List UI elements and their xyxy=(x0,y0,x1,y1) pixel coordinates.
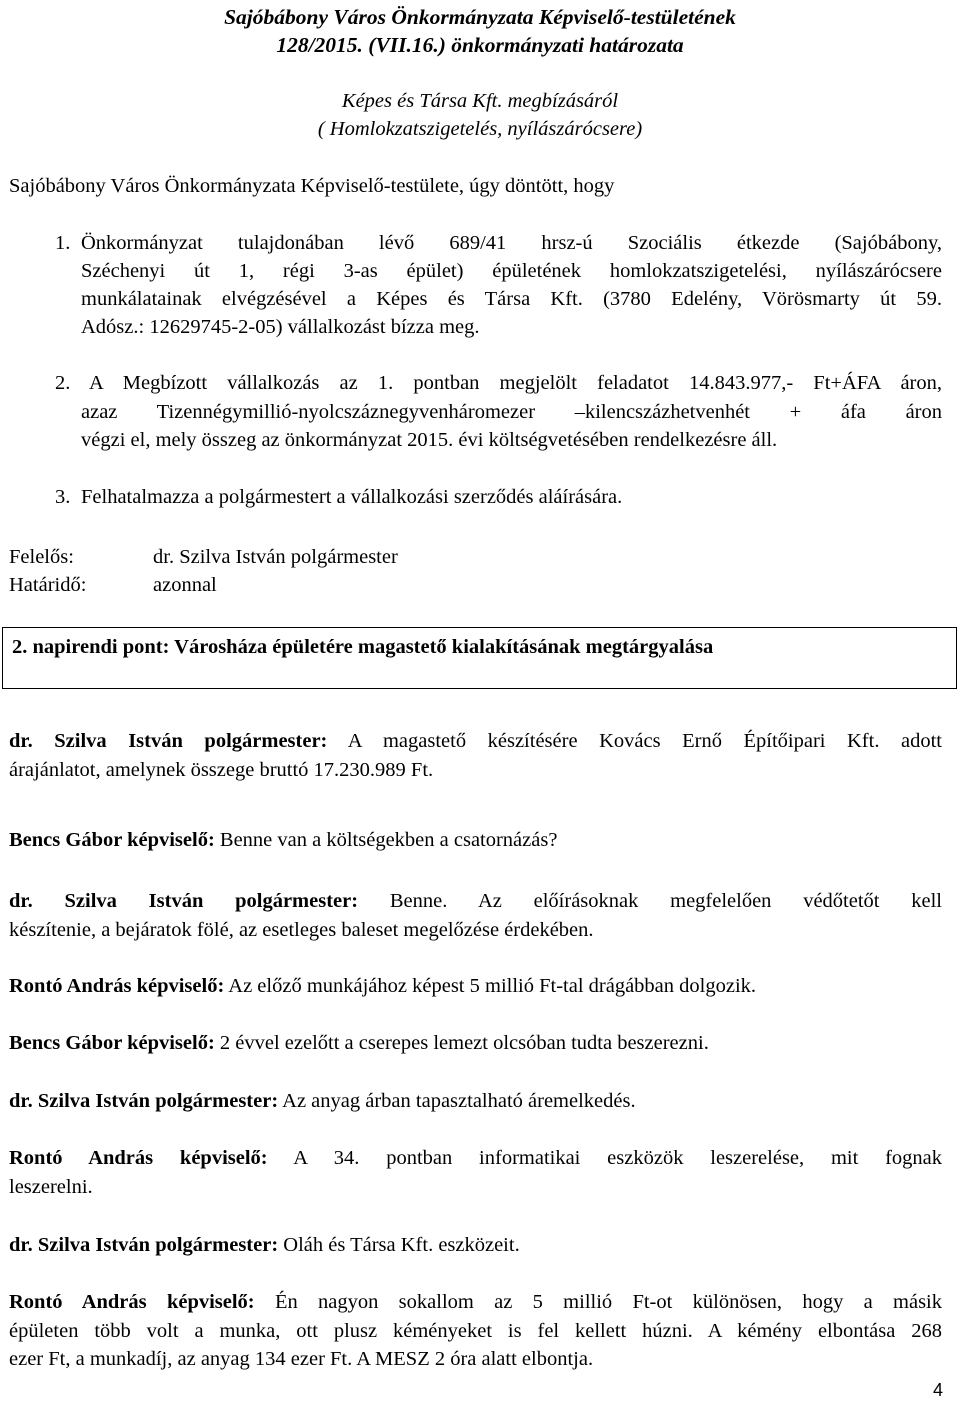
speaker-name: dr. Szilva István polgármester: xyxy=(9,730,328,752)
responsible-value: dr. Szilva István polgármester xyxy=(153,546,398,568)
dialogue-3-line1 xyxy=(9,887,942,915)
dialogue-text: A 34. pontban informatikai eszközök leszerelése, mit fognak xyxy=(267,1147,943,1169)
dialogue-text: épületen több volt a munka, ott plusz kéményeket is fel kellett húzni. xyxy=(9,1320,693,1342)
item2-number: 2. xyxy=(55,372,71,394)
dialogue-1-line2: árajánlatot, amelynek összege bruttó 17.230.989 Ft. xyxy=(9,759,434,781)
item1-line2: Széchenyi út 1, régi 3-as épület) épületének homlokzatszigetelési, nyílászárócsere xyxy=(81,260,942,282)
item2-line2: azaz Tizennégymillió-nyolcszáznegyvenháromezer –kilencszázhetvenhét + áfa áron xyxy=(81,401,942,423)
dialogue-7-line2: leszerelni. xyxy=(9,1176,93,1198)
resolution-title-line1: Sajóbábony Város Önkormányzata Képviselő-testületének xyxy=(224,5,736,29)
responsible-label: Felelős: xyxy=(9,546,74,568)
resolution-title-line2: 128/2015. (VII.16.) önkormányzati határozata xyxy=(276,33,684,57)
dialogue-text: Benne. Az előírásoknak megfelelően védőtetőt kell xyxy=(358,890,942,912)
dialogue-text: Benne van a költségekben a csatornázás? xyxy=(214,829,558,851)
dialogue-text: Az anyag árban tapasztalható áremelkedés. xyxy=(278,1090,636,1112)
item3-text: Felhatalmazza a polgármestert a vállalkozási szerződés aláírására. xyxy=(81,486,623,508)
dialogue-text: Az előző munkájához képest 5 millió Ft-tal drágábban dolgozik. xyxy=(224,975,757,997)
agenda-title: 2. napirendi pont: Városháza épületére magastető kialakításának megtárgyalása xyxy=(12,636,714,658)
dialogue-1-line1 xyxy=(9,727,942,755)
dialogue-text: Oláh és Társa Kft. eszközeit. xyxy=(278,1234,520,1256)
dialogue-6-line1 xyxy=(9,1087,636,1115)
dialogue-text-emphasis: A kémény elbontása 268 xyxy=(692,1320,943,1342)
item1-number: 1. xyxy=(55,232,71,254)
deadline-value: azonnal xyxy=(153,574,217,596)
page-number: 4 xyxy=(933,1380,944,1400)
intro-text: Sajóbábony Város Önkormányzata Képviselő-testülete, úgy döntött, hogy xyxy=(9,175,615,197)
deadline-label: Határidő: xyxy=(9,574,87,596)
item1-line1: Önkormányzat tulajdonában lévő 689/41 hrsz-ú Szociális étkezde (Sajóbábony, xyxy=(81,232,942,254)
dialogue-9-line2 xyxy=(9,1317,942,1345)
speaker-name: dr. Szilva István polgármester: xyxy=(9,1234,279,1256)
speaker-name: Rontó András képviselő: xyxy=(9,1147,268,1169)
speaker-name: dr. Szilva István polgármester: xyxy=(9,1090,279,1112)
speaker-name: Rontó András képviselő: xyxy=(9,975,225,997)
dialogue-2-line1 xyxy=(9,826,557,854)
speaker-name: Bencs Gábor képviselő: xyxy=(9,829,215,851)
dialogue-5-line1 xyxy=(9,1029,709,1057)
dialogue-7-line1 xyxy=(9,1144,942,1172)
item2-line1: A Megbízott vállalkozás az 1. pontban megjelölt feladatot 14.843.977,- Ft+ÁFA áron, xyxy=(89,372,942,394)
dialogue-text: 2 évvel ezelőtt a cserepes lemezt olcsóban tudta beszerezni. xyxy=(214,1032,709,1054)
item2-line3: végzi el, mely összeg az önkormányzat 2015. évi költségvetésében rendelkezésre áll. xyxy=(81,429,778,451)
dialogue-9-line3: ezer Ft, a munkadíj, az anyag 134 ezer Ft. A MESZ 2 óra alatt elbontja. xyxy=(9,1348,594,1370)
resolution-subject-line1: Képes és Társa Kft. megbízásáról xyxy=(341,90,619,112)
dialogue-9-line1 xyxy=(9,1288,942,1316)
speaker-name: Rontó András képviselő: xyxy=(9,1291,255,1313)
item1-line4: Adósz.: 12629745-2-05) vállalkozást bízza meg. xyxy=(81,316,480,338)
speaker-name: dr. Szilva István polgármester: xyxy=(9,890,359,912)
item3-number: 3. xyxy=(55,486,71,508)
item1-line3: munkálatainak elvégzésével a Képes és Társa Kft. (3780 Edelény, Vörösmarty út 59. xyxy=(81,288,942,310)
dialogue-8-line1 xyxy=(9,1231,520,1259)
dialogue-text: A magastető készítésére Kovács Ernő Építőipari Kft. adott xyxy=(327,730,942,752)
dialogue-3-line2: készítenie, a bejáratok fölé, az esetleges baleset megelőzése érdekében. xyxy=(9,919,594,941)
agenda-box xyxy=(2,627,957,689)
speaker-name: Bencs Gábor képviselő: xyxy=(9,1032,215,1054)
dialogue-4-line1 xyxy=(9,972,756,1000)
dialogue-text: Én nagyon sokallom az 5 millió Ft-ot különösen, hogy a másik xyxy=(254,1291,943,1313)
resolution-subject-line2: ( Homlokzatszigetelés, nyílászárócsere) xyxy=(317,118,643,140)
